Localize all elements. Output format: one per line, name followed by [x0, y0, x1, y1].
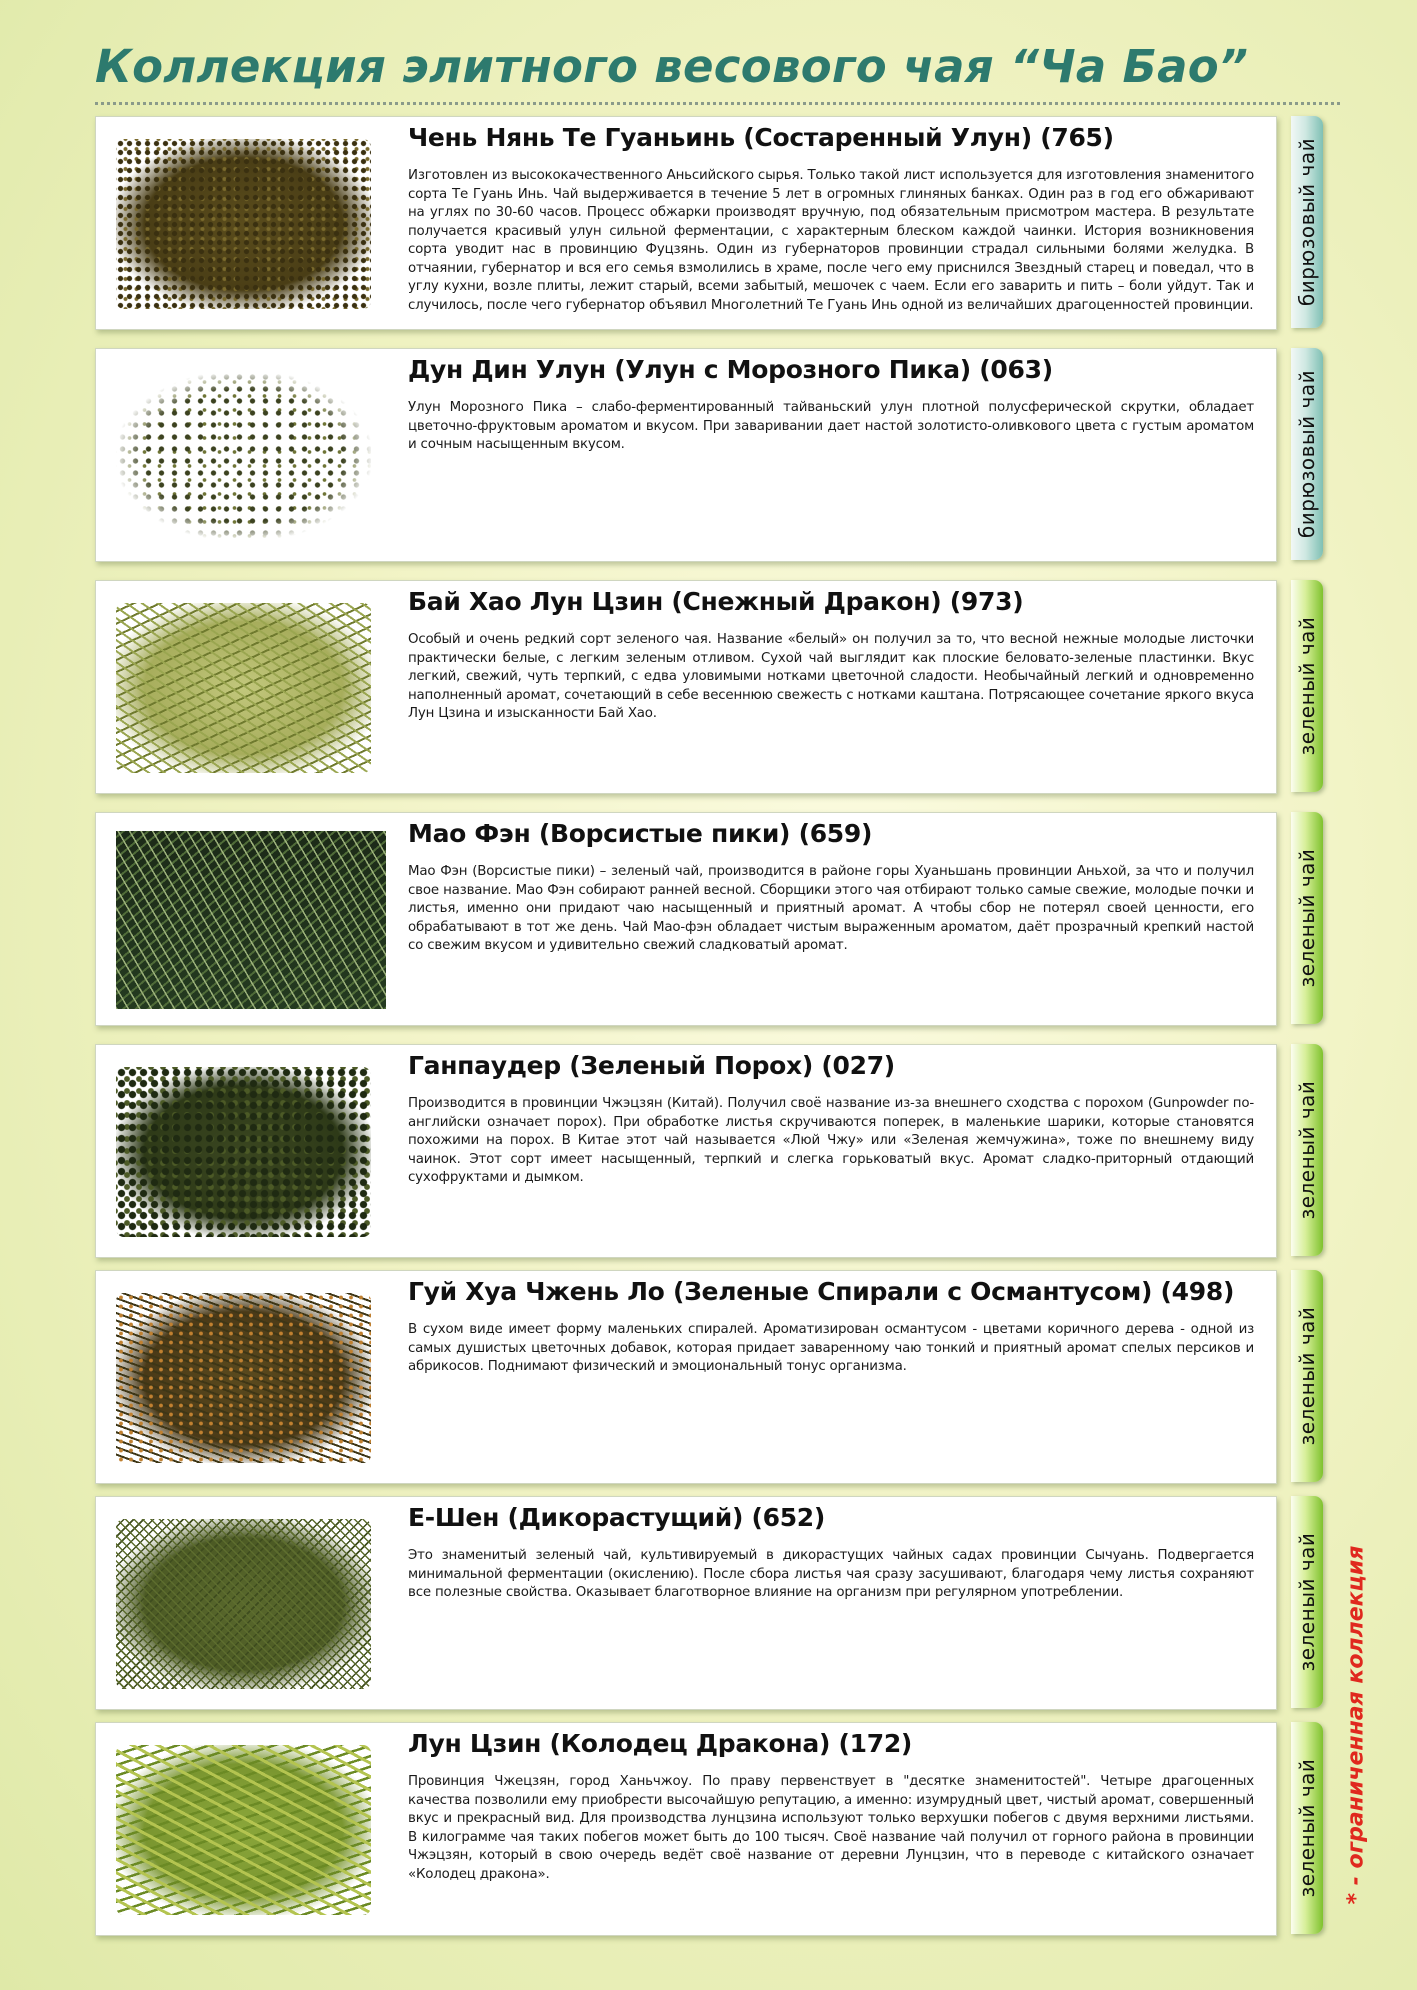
tea-leaves-photo — [116, 603, 371, 773]
tea-card-659 — [95, 812, 1277, 1026]
category-tab — [1291, 116, 1323, 328]
tea-leaves-photo — [116, 831, 386, 1009]
tea-description: В сухом виде имеет форму маленьких спиралей. Ароматизирован османтусом - цветами коричного дерева - одной из самых душистых цветочных добавок, которая придает заваренному чаю тонкий и приятный аромат спелых персиков и абрикосов. Поднимают физический и эмоциональный тонус организма. — [408, 1322, 1254, 1374]
tea-description: Провинция Чжецзян, город Ханьчжоу. По праву первенствует в "десятке знаменитостей". Четыре драгоценных качества позволили ему приобрести высочайшую репутацию, а именно: изумрудный цвет, чистый аромат, совершенный вкус и прекрасный вид. Для производства лунцзина используют только верхушки побегов с двумя верхними листьями. В килограмме чая таких побегов может быть до 100 тысяч. Своё название чай получил от горного района в провинции Чжэцзян, который в свою очередь ведёт своё название от деревни Лунцзин, что в переводе с китайского означает «Колодец дракона». — [408, 1774, 1254, 1882]
category-tab — [1291, 1496, 1323, 1708]
category-label: зеленый чай — [1295, 1306, 1319, 1446]
category-label: зеленый чай — [1295, 616, 1319, 756]
tea-description: Это знаменитый зеленый чай, культивируемый в дикорастущих чайных садах провинции Сычуань. Подвергается минимальной ферментации (окислению). После сбора листья чая сразу засушивают, благодаря чему листья сохраняют все полезные свойства. Оказывает благотворное влияние на организм при регулярном употреблении. — [408, 1548, 1254, 1600]
limited-collection-note — [1338, 1545, 1374, 1905]
tea-card-063 — [95, 348, 1277, 562]
tea-description: Мао Фэн (Ворсистые пики) – зеленый чай, производится в районе горы Хуаньшань провинции Аньхой, за что и получил свое название. Мао Фэн собирают ранней весной. Сборщики этого чая отбирают только самые свежие, молодые почки и листья, именно они придают чаю насыщенный и приятный аромат. А чтобы сбор не потерял своей ценности, его обрабатывают в тот же день. Чай Мао-фэн обладает чистым выраженным ароматом, даёт прозрачный крепкий настой со свежим вкусом и удивительно свежий сладковатый аромат. — [408, 864, 1254, 953]
tea-leaves-photo — [116, 1293, 371, 1463]
tea-card-765 — [95, 116, 1277, 330]
limited-collection-label: * - ограниченная коллекция — [1343, 1545, 1369, 1905]
tea-title: Е-Шен (Дикорастущий) (652) — [408, 1503, 826, 1532]
tea-description: Улун Морозного Пика – слабо-ферментированный тайваньский улун плотной полусферической скрутки, обладает цветочно-фруктовым ароматом и вкусом. При заваривании дает настой золотисто-оливкового цвета с густым ароматом и сочным насыщенным вкусом. — [408, 400, 1254, 452]
category-label: зеленый чай — [1295, 1532, 1319, 1672]
tea-leaves-photo — [116, 371, 371, 541]
category-label: зеленый чай — [1295, 848, 1319, 988]
tea-title: Ганпаудер (Зеленый Порох) (027) — [408, 1051, 895, 1080]
tea-title: Гуй Хуа Чжень Ло (Зеленые Спирали с Османтусом) (498) — [408, 1277, 1235, 1306]
tea-card-172 — [95, 1722, 1277, 1936]
tea-leaves-photo — [116, 1519, 371, 1689]
tea-description: Производится в провинции Чжэцзян (Китай). Получил своё название из-за внешнего сходства с порохом (Gunpowder по-английски означает порох). При обработке листья скручиваются поперек, в маленькие шарики, которые становятся похожими на порох. В Китае этот чай называется «Люй Чжу» или «Зеленая жемчужина», тоже по внешнему виду чаинок. Этот сорт имеет насыщенный, терпкий и слегка горьковатый вкус. Аромат сладко-приторный отдающий сухофруктами и дымком. — [408, 1096, 1254, 1185]
tea-description: Изготовлен из высококачественного Аньсийского сырья. Только такой лист используется для изготовления знаменитого сорта Те Гуань Инь. Чай выдерживается в течение 5 лет в огромных глиняных банках. Один раз в год его обжаривают на углях по 30-60 часов. Процесс обжарки производят вручную, под обязательным присмотром мастера. В результате получается красивый улун сильной ферментации, с характерным блеском каждой чаинки. История возникновения сорта уводит нас в провинцию Фуцзянь. Один из губернаторов провинции страдал сильными болями желудка. В отчаянии, губернатор и вся его семья взмолились в храме, после чего ему приснился Звездный старец и поведал, что в углу кухни, возле плиты, лежит старый, всеми забытый, мешочек с чаем. Если его заварить и пить – боли уйдут. Так и случилось, после чего губернатор объявил Многолетний Те Гуань Инь одной из величайших драгоценностей провинции. — [408, 168, 1254, 313]
tea-title: Бай Хао Лун Цзин (Снежный Дракон) (973) — [408, 587, 1024, 616]
tea-card-652 — [95, 1496, 1277, 1710]
category-label: бирюзовый чай — [1295, 369, 1319, 539]
category-label: зеленый чай — [1295, 1758, 1319, 1898]
category-tab — [1291, 1270, 1323, 1482]
tea-leaves-photo — [116, 1067, 371, 1237]
tea-leaves-photo — [116, 139, 371, 309]
title-divider — [95, 102, 1340, 105]
category-tab — [1291, 1044, 1323, 1256]
tea-card-973 — [95, 580, 1277, 794]
tea-title: Лун Цзин (Колодец Дракона) (172) — [408, 1729, 913, 1758]
tea-card-027 — [95, 1044, 1277, 1258]
category-tab — [1291, 348, 1323, 560]
tea-leaves-photo — [116, 1745, 371, 1915]
category-tab — [1291, 812, 1323, 1024]
tea-description: Особый и очень редкий сорт зеленого чая. Название «белый» он получил за то, что весной нежные молодые листочки практически белые, с легким зеленым отливом. Сухой чай выглядит как плоские беловато-зеленые пластинки. Вкус легкий, свежий, чуть терпкий, с едва уловимыми нотками цветочной сладости. Необычайный легкий и одновременно наполненный аромат, сочетающий в себе весеннюю свежесть с нотками каштана. Потрясающее сочетание яркого вкуса Лун Цзина и изысканности Бай Хао. — [408, 632, 1254, 721]
tea-title: Мао Фэн (Ворсистые пики) (659) — [408, 819, 873, 848]
tea-card-498 — [95, 1270, 1277, 1484]
tea-title: Дун Дин Улун (Улун с Морозного Пика) (063) — [408, 355, 1053, 384]
category-tab — [1291, 580, 1323, 792]
tea-title: Чень Нянь Те Гуаньинь (Состаренный Улун) (765) — [408, 123, 1114, 152]
page-title: Коллекция элитного весового чая “Ча Бао” — [95, 40, 1249, 93]
category-label: бирюзовый чай — [1295, 137, 1319, 307]
category-label: зеленый чай — [1295, 1080, 1319, 1220]
category-tab — [1291, 1722, 1323, 1934]
